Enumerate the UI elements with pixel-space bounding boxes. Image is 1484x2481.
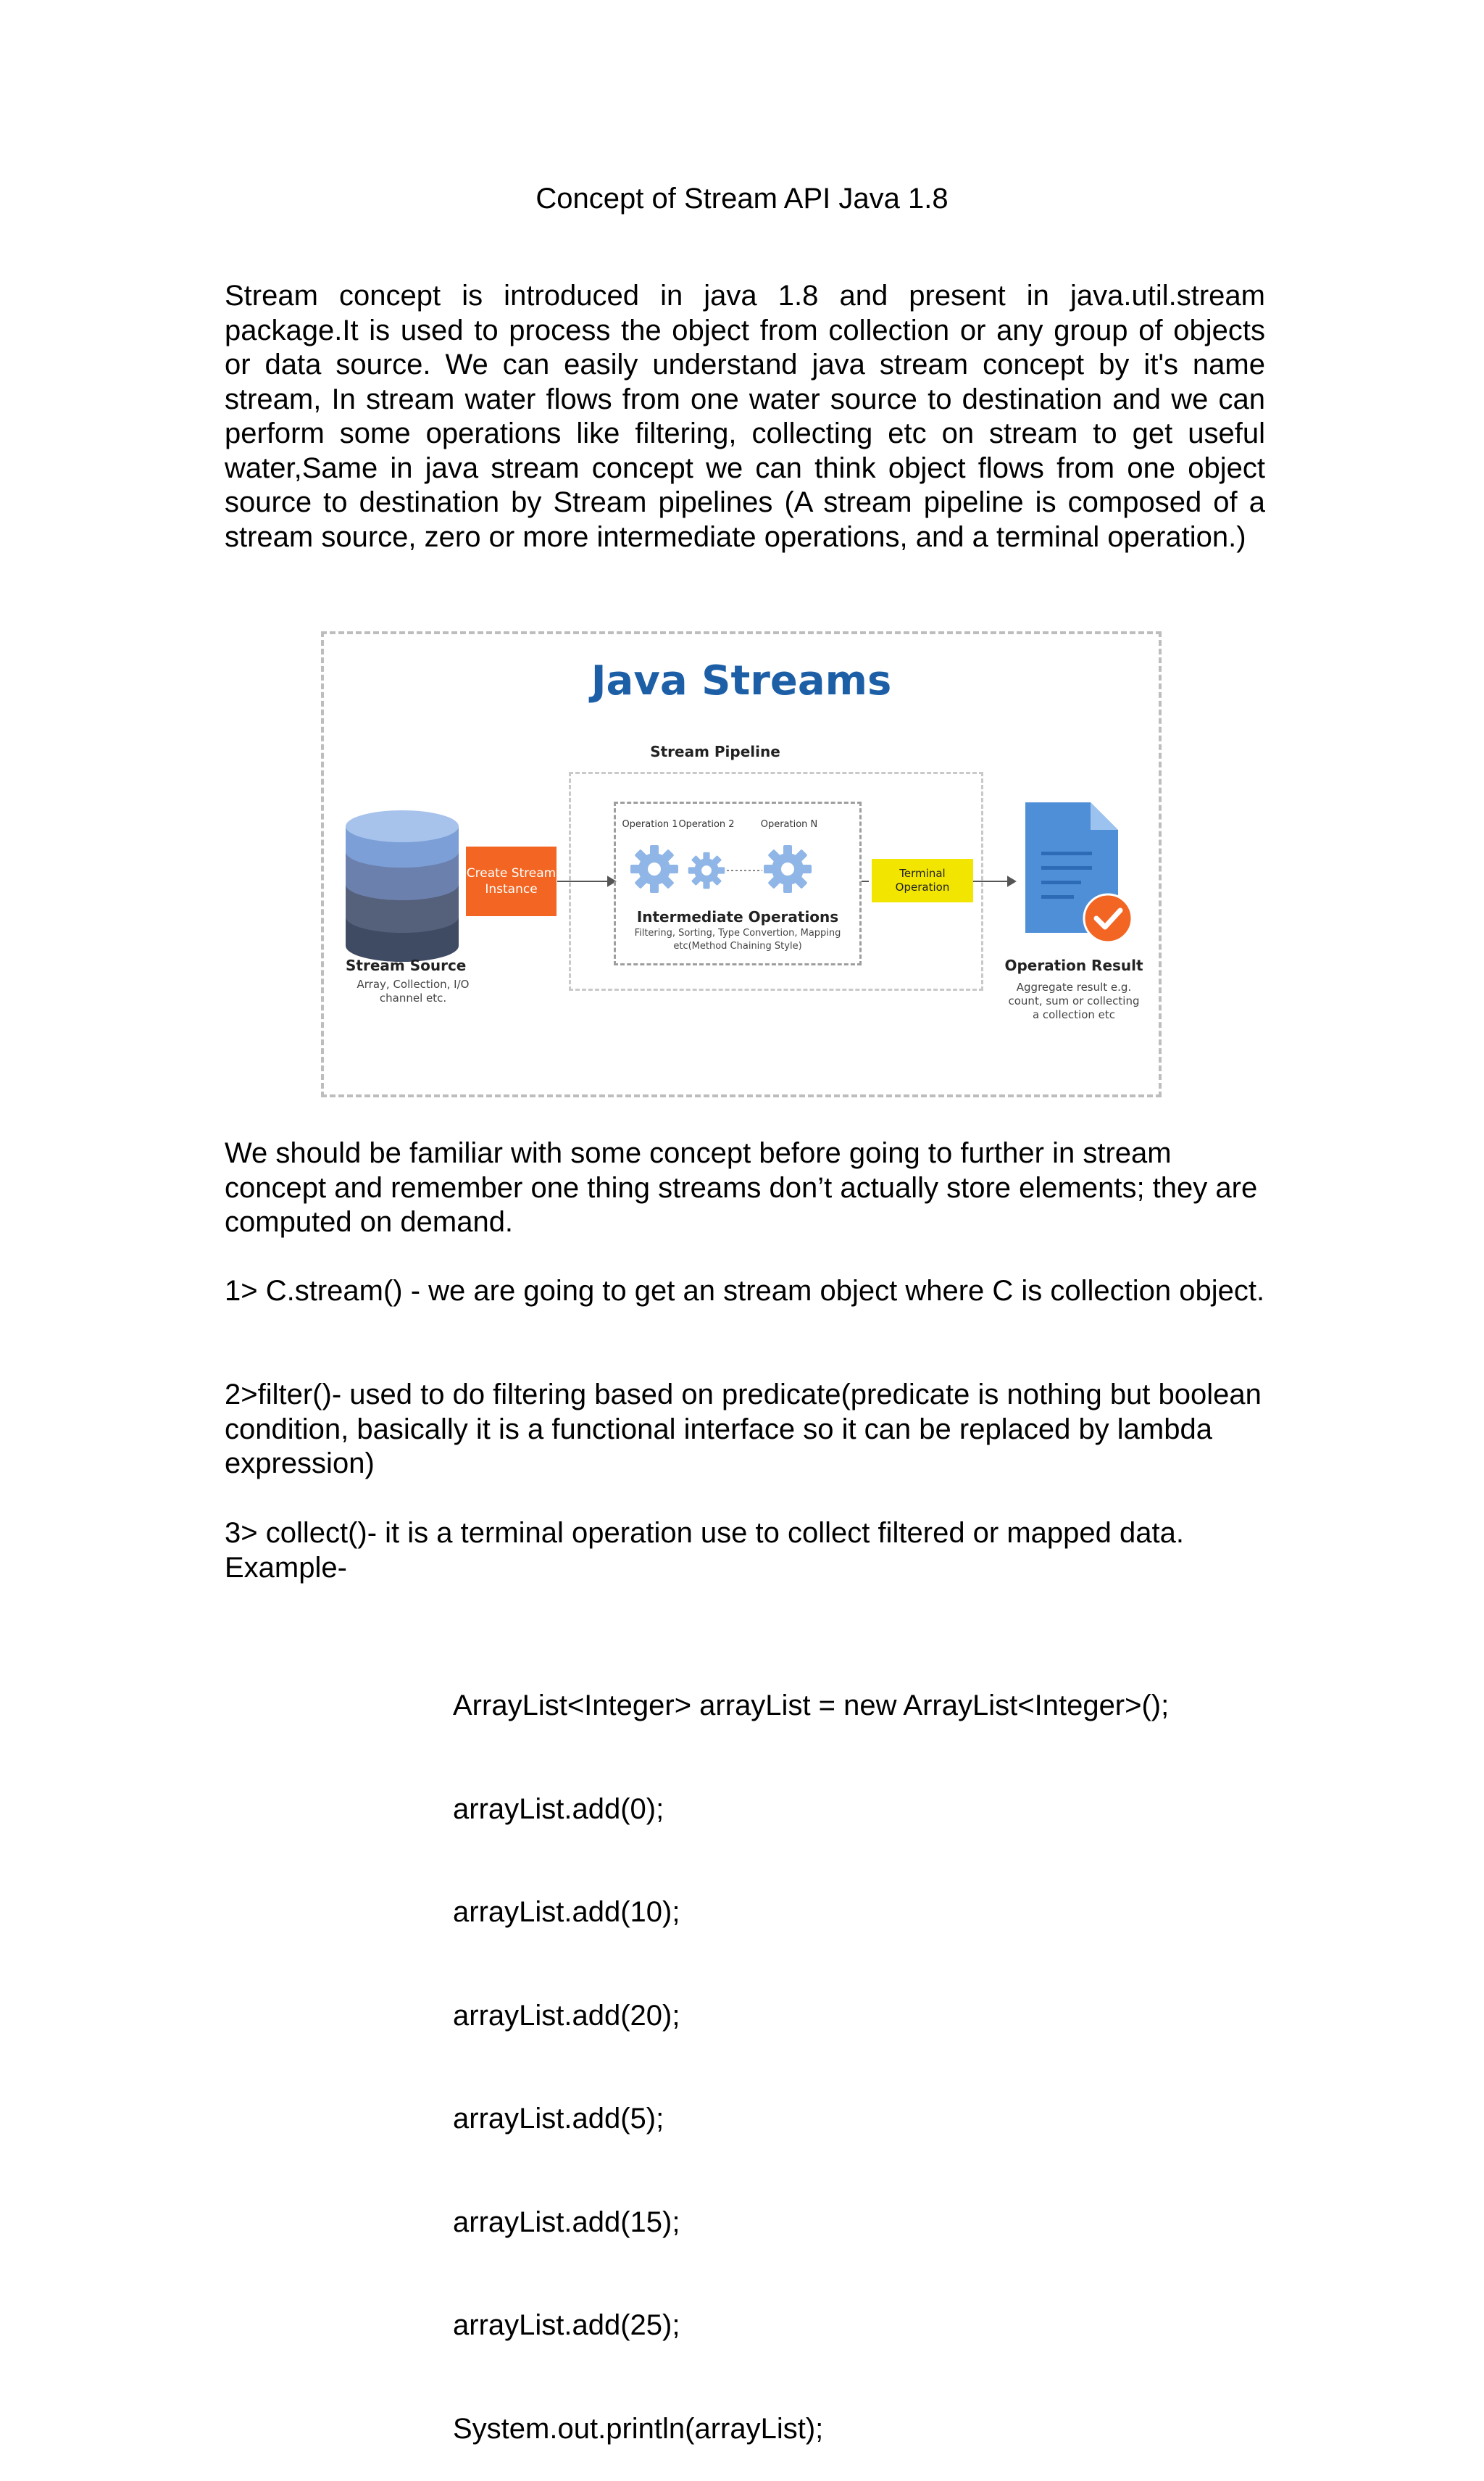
pipeline-label: Stream Pipeline xyxy=(650,743,780,760)
check-icon xyxy=(1084,894,1132,942)
page-title: Concept of Stream API Java 1.8 xyxy=(535,183,949,215)
operation-n-label: Operation N xyxy=(760,819,818,830)
operation-result-title: Operation Result xyxy=(1004,957,1143,974)
example-label: Example- xyxy=(225,1551,347,1584)
intro-text: Stream concept is introduced in java 1.8 and present in java.util.stream package.It is used to process the object from collection or any group of objects or data source. We can easily understand java stream concept by it's name stream, In stream water flows from one water source to destination and we can perform some operations like filtering, collecting etc on stream to get useful water,Same in java stream concept we can think object flows from one object source to destination by Stream pipelines (A stream pipeline is composed of a stream source, zero or more intermediate operations, and a terminal operation.) xyxy=(225,280,1265,553)
gear-icon xyxy=(763,844,812,894)
code-example xyxy=(453,1620,1169,2481)
database-icon xyxy=(346,810,459,962)
code-line: arrayList.add(20); xyxy=(453,1999,680,2032)
list-item-filter xyxy=(225,1378,1265,1481)
list-item-stream xyxy=(225,1274,1265,1309)
code-line: arrayList.add(15); xyxy=(453,2206,680,2238)
gear-icon xyxy=(630,844,679,894)
code-line: arrayList.add(25); xyxy=(453,2309,680,2341)
diagram-title: Java Streams xyxy=(591,657,892,705)
create-stream-box: Create Stream Instance xyxy=(466,847,556,916)
stream-source-subtitle: Array, Collection, I/O channel etc. xyxy=(357,978,470,1005)
item3-text: 3> collect()- it is a terminal operation use to collect filtered or mapped data. xyxy=(225,1517,1184,1549)
operation-2-label: Operation 2 xyxy=(678,819,735,830)
code-line: arrayList.add(5); xyxy=(453,2103,664,2135)
familiar-paragraph xyxy=(225,1136,1265,1240)
item2-text: 2>filter()- used to do filtering based on predicate(predicate is nothing but boolean condition, basically it is a functional interface so it can be replaced by lambda expression) xyxy=(225,1379,1262,1479)
code-line: arrayList.add(0); xyxy=(453,1792,664,1825)
code-line: ArrayList<Integer> arrayList = new ArrayList<Integer>(); xyxy=(453,1690,1170,1721)
operation-result-subtitle: Aggregate result e.g. count, sum or collecting a collection etc xyxy=(1008,981,1140,1021)
operation-1-label: Operation 1 xyxy=(622,819,678,830)
java-streams-figure xyxy=(321,631,1162,1097)
list-item-collect xyxy=(225,1516,1265,1585)
item1-text: 1> C.stream() - we are going to get an stream object where C is collection object. xyxy=(225,1275,1265,1307)
intermediate-title: Intermediate Operations xyxy=(636,908,839,926)
intro-paragraph xyxy=(225,279,1265,554)
code-line: arrayList.add(10); xyxy=(453,1896,680,1928)
intermediate-subtitle: Filtering, Sorting, Type Convertion, Mapping etc(Method Chaining Style) xyxy=(634,928,841,952)
terminal-operation-box: Terminal Operation xyxy=(872,859,973,902)
familiar-text: We should be familiar with some concept before going to further in stream concept and remember one thing streams don’t actually store elements; they are computed on demand. xyxy=(225,1137,1258,1238)
gear-icon xyxy=(688,852,725,889)
stream-source-title: Stream Source xyxy=(346,957,467,974)
code-line: System.out.println(arrayList); xyxy=(453,2412,824,2445)
